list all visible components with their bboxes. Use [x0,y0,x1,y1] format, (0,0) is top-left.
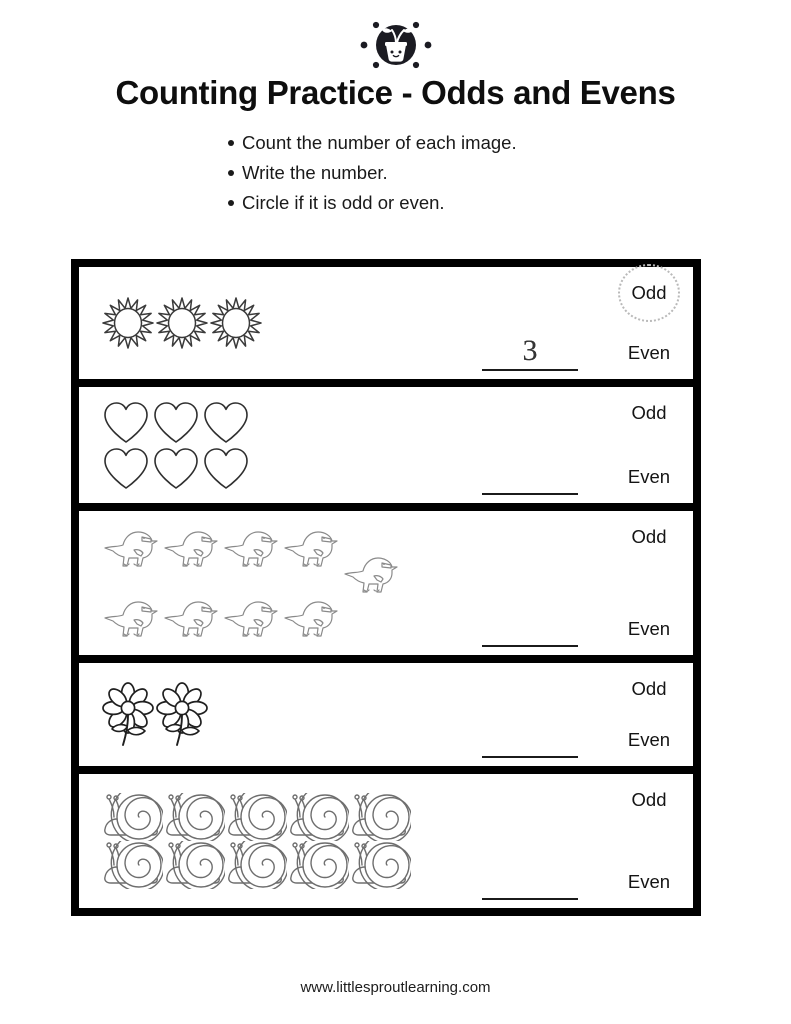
count-image [101,793,163,841]
heart-icon [101,399,151,445]
choice-odd[interactable]: Odd [631,678,667,699]
count-image [287,793,349,841]
sun-icon [209,296,263,350]
choice-odd[interactable]: Odd [631,789,667,810]
sun-icon [155,296,209,350]
dinosaur-icon [161,596,221,640]
image-grid [101,526,401,640]
snail-icon [163,841,225,889]
count-image [101,296,155,350]
snail-icon [349,841,411,889]
choice-odd[interactable]: Odd [626,281,673,306]
heart-icon [201,399,251,445]
count-image [161,596,221,640]
answer-write-line[interactable] [482,493,578,495]
instruction-item: Write the number. [0,158,791,188]
count-image [161,526,221,570]
choice-even[interactable]: Even [627,728,671,750]
answer-write-line[interactable] [482,898,578,900]
image-grid [101,399,257,491]
count-image [155,681,209,749]
count-image [221,526,281,570]
heart-icon [101,445,151,491]
dinosaur-icon [101,526,161,570]
dinosaur-icon [341,552,401,596]
answer-cell [455,387,605,503]
page-title: Counting Practice - Odds and Evens [115,74,676,111]
answer-write-line[interactable] [482,756,578,758]
count-images-cell [79,663,455,766]
sprout-in-pot-logo-icon [352,17,440,73]
dinosaur-icon [221,596,281,640]
dinosaur-icon [221,526,281,570]
count-image [163,793,225,841]
flower-icon [101,681,155,749]
answer-cell [455,774,605,908]
odd-even-choice-cell [605,663,693,766]
answer-write-line[interactable] [482,645,578,647]
choice-even[interactable]: Even [627,870,671,892]
count-images-cell [79,387,455,503]
worksheet-table [71,259,701,916]
count-image [281,596,341,640]
count-image [151,399,201,445]
count-image [101,841,163,889]
worksheet-row [79,663,693,774]
count-images-cell [79,774,455,908]
snail-icon [101,841,163,889]
dinosaur-icon [281,526,341,570]
instruction-item: Count the number of each image. [0,128,791,158]
footer-url: www.littlesproutlearning.com [300,979,491,996]
count-image [201,399,251,445]
count-image [209,296,263,350]
count-image [101,526,161,570]
count-image [225,793,287,841]
worksheet-row [79,511,693,663]
odd-even-choice-cell [605,267,693,379]
count-image [101,596,161,640]
dinosaur-icon [101,596,161,640]
answer-cell [455,511,605,655]
flower-icon [155,681,209,749]
instruction-item: Circle if it is odd or even. [0,188,791,218]
count-image [101,445,151,491]
answer-cell [455,663,605,766]
snail-icon [163,793,225,841]
worksheet-row [79,267,693,387]
count-image [151,445,201,491]
worksheet-row [79,387,693,511]
snail-icon [225,841,287,889]
snail-icon [349,793,411,841]
answer-sample-number: 3 [522,334,538,367]
image-grid [101,296,269,350]
count-image [101,681,155,749]
count-image [101,399,151,445]
snail-icon [287,841,349,889]
choice-odd[interactable]: Odd [631,402,667,423]
count-image [155,296,209,350]
answer-cell [455,267,605,379]
choice-odd[interactable]: Odd [631,526,667,547]
snail-icon [287,793,349,841]
worksheet-row [79,774,693,908]
choice-even[interactable]: Even [627,617,671,639]
count-image [201,445,251,491]
dinosaur-icon [161,526,221,570]
count-images-cell [79,511,455,655]
image-grid [101,793,411,889]
answer-write-line[interactable] [482,369,578,371]
count-image [163,841,225,889]
count-image [221,596,281,640]
instructions-list [0,128,791,218]
heart-icon [151,445,201,491]
snail-icon [225,793,287,841]
count-image [281,526,341,570]
logo [0,0,791,64]
snail-icon [101,793,163,841]
count-image [225,841,287,889]
choice-even[interactable]: Even [627,465,671,487]
choice-even[interactable]: Even [627,341,671,363]
count-image [349,793,411,841]
count-images-cell [79,267,455,379]
count-image [349,841,411,889]
count-image [287,841,349,889]
dinosaur-icon [281,596,341,640]
odd-even-choice-cell [605,774,693,908]
heart-icon [151,399,201,445]
odd-even-choice-cell [605,511,693,655]
odd-even-choice-cell [605,387,693,503]
heart-icon [201,445,251,491]
image-grid [101,681,213,749]
sun-icon [101,296,155,350]
count-image [341,552,401,596]
